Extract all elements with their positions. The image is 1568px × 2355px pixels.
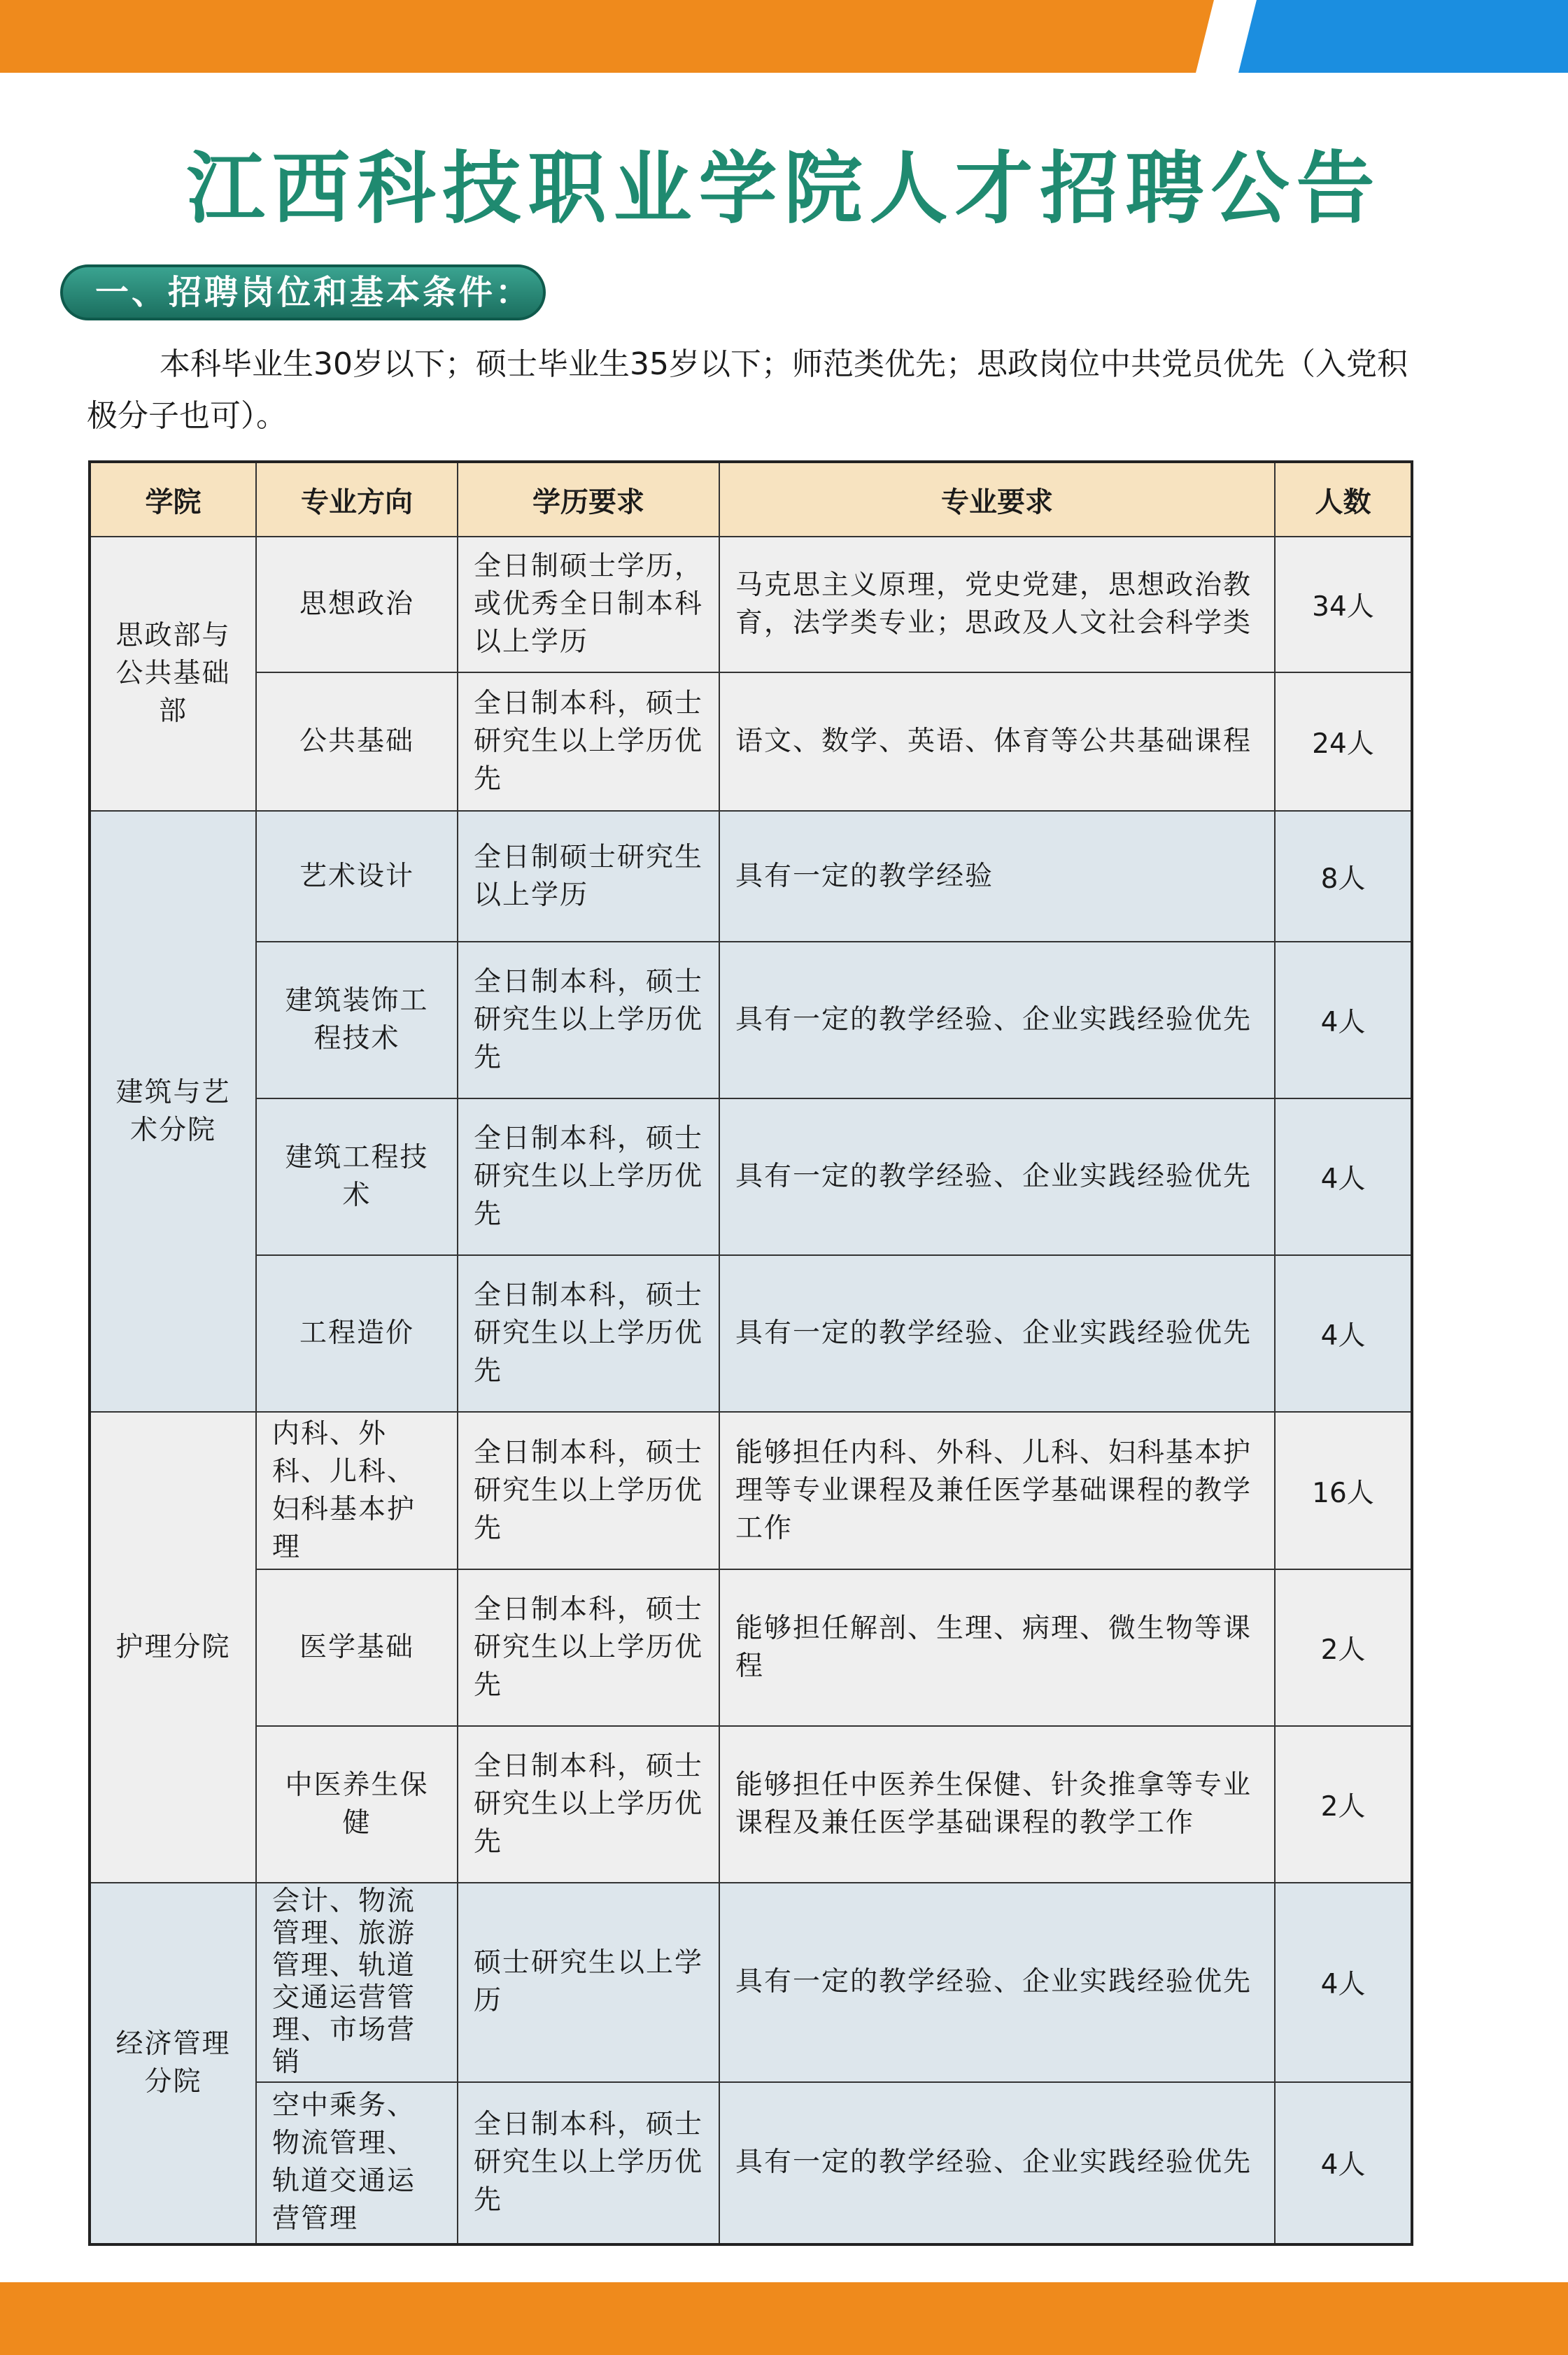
requirement-cell: 能够担任解剖、生理、病理、微生物等课程 bbox=[719, 1569, 1275, 1726]
table-header-row bbox=[90, 462, 1412, 537]
bottom-decor-band bbox=[0, 2282, 1568, 2355]
dept-cell: 经济管理分院 bbox=[90, 1883, 256, 2244]
table-row bbox=[90, 1098, 1412, 1255]
direction-cell: 建筑装饰工程技术 bbox=[256, 942, 458, 1098]
direction-cell: 会计、物流管理、旅游管理、轨道交通运营管理、市场营销 bbox=[256, 1883, 458, 2081]
table-row bbox=[90, 1412, 1412, 1569]
count-cell: 4人 bbox=[1275, 1883, 1412, 2081]
requirement-cell: 能够担任中医养生保健、针灸推拿等专业课程及兼任医学基础课程的教学工作 bbox=[719, 1726, 1275, 1883]
education-cell: 全日制本科，硕士研究生以上学历优先 bbox=[458, 2082, 719, 2244]
education-cell: 全日制本科，硕士研究生以上学历优先 bbox=[458, 1412, 719, 1569]
count-cell: 34人 bbox=[1275, 537, 1412, 672]
education-cell: 硕士研究生以上学历 bbox=[458, 1883, 719, 2081]
education-cell: 全日制硕士研究生以上学历 bbox=[458, 811, 719, 941]
count-cell: 2人 bbox=[1275, 1569, 1412, 1726]
intro-paragraph bbox=[87, 339, 1416, 442]
requirement-cell: 具有一定的教学经验、企业实践经验优先 bbox=[719, 2082, 1275, 2244]
intro-text: 本科毕业生30岁以下；硕士毕业生35岁以下；师范类优先；思政岗位中共党员优先（入党积极分子也可）。 bbox=[87, 346, 1408, 434]
direction-cell: 思想政治 bbox=[256, 537, 458, 672]
requirement-cell: 能够担任内科、外科、儿科、妇科基本护理等专业课程及兼任医学基础课程的教学工作 bbox=[719, 1412, 1275, 1569]
requirement-cell: 马克思主义原理，党史党建，思想政治教育，法学类专业；思政及人文社会科学类 bbox=[719, 537, 1275, 672]
direction-cell: 中医养生保健 bbox=[256, 1726, 458, 1883]
education-cell: 全日制硕士学历，或优秀全日制本科以上学历 bbox=[458, 537, 719, 672]
count-cell: 4人 bbox=[1275, 1255, 1412, 1412]
header-dept: 学院 bbox=[90, 462, 256, 537]
requirement-cell: 具有一定的教学经验、企业实践经验优先 bbox=[719, 942, 1275, 1098]
count-cell: 8人 bbox=[1275, 811, 1412, 941]
page-title: 江西科技职业学院人才招聘公告 bbox=[186, 143, 1382, 234]
direction-cell: 工程造价 bbox=[256, 1255, 458, 1412]
header-direction: 专业方向 bbox=[256, 462, 458, 537]
table-row bbox=[90, 2082, 1412, 2244]
direction-cell: 空中乘务、物流管理、轨道交通运营管理 bbox=[256, 2082, 458, 2244]
dept-cell: 思政部与公共基础部 bbox=[90, 537, 256, 811]
count-cell: 4人 bbox=[1275, 1098, 1412, 1255]
dept-cell: 建筑与艺术分院 bbox=[90, 811, 256, 1412]
table-row bbox=[90, 811, 1412, 941]
direction-cell: 建筑工程技术 bbox=[256, 1098, 458, 1255]
count-cell: 4人 bbox=[1275, 2082, 1412, 2244]
direction-cell: 公共基础 bbox=[256, 672, 458, 811]
requirement-cell: 具有一定的教学经验 bbox=[719, 811, 1275, 941]
recruitment-table bbox=[88, 460, 1413, 2246]
table-row bbox=[90, 942, 1412, 1098]
top-blue-stripe bbox=[1238, 0, 1568, 73]
header-requirement: 专业要求 bbox=[719, 462, 1275, 537]
education-cell: 全日制本科，硕士研究生以上学历优先 bbox=[458, 1098, 719, 1255]
requirement-cell: 具有一定的教学经验、企业实践经验优先 bbox=[719, 1255, 1275, 1412]
education-cell: 全日制本科，硕士研究生以上学历优先 bbox=[458, 1255, 719, 1412]
education-cell: 全日制本科，硕士研究生以上学历优先 bbox=[458, 1569, 719, 1726]
count-cell: 24人 bbox=[1275, 672, 1412, 811]
table-row bbox=[90, 1569, 1412, 1726]
table-row bbox=[90, 1726, 1412, 1883]
requirement-cell: 具有一定的教学经验、企业实践经验优先 bbox=[719, 1098, 1275, 1255]
top-decor-band bbox=[0, 0, 1568, 73]
section-heading-pill: 一、招聘岗位和基本条件： bbox=[60, 264, 546, 320]
education-cell: 全日制本科，硕士研究生以上学历优先 bbox=[458, 1726, 719, 1883]
table-row bbox=[90, 672, 1412, 811]
count-cell: 16人 bbox=[1275, 1412, 1412, 1569]
count-cell: 2人 bbox=[1275, 1726, 1412, 1883]
dept-cell: 护理分院 bbox=[90, 1412, 256, 1883]
header-count: 人数 bbox=[1275, 462, 1412, 537]
requirement-cell: 语文、数学、英语、体育等公共基础课程 bbox=[719, 672, 1275, 811]
direction-cell: 内科、外科、儿科、妇科基本护理 bbox=[256, 1412, 458, 1569]
direction-cell: 医学基础 bbox=[256, 1569, 458, 1726]
count-cell: 4人 bbox=[1275, 942, 1412, 1098]
table-row bbox=[90, 1255, 1412, 1412]
education-cell: 全日制本科，硕士研究生以上学历优先 bbox=[458, 942, 719, 1098]
header-education: 学历要求 bbox=[458, 462, 719, 537]
direction-cell: 艺术设计 bbox=[256, 811, 458, 941]
requirement-cell: 具有一定的教学经验、企业实践经验优先 bbox=[719, 1883, 1275, 2081]
table-row bbox=[90, 1883, 1412, 2081]
education-cell: 全日制本科，硕士研究生以上学历优先 bbox=[458, 672, 719, 811]
table-row bbox=[90, 537, 1412, 672]
